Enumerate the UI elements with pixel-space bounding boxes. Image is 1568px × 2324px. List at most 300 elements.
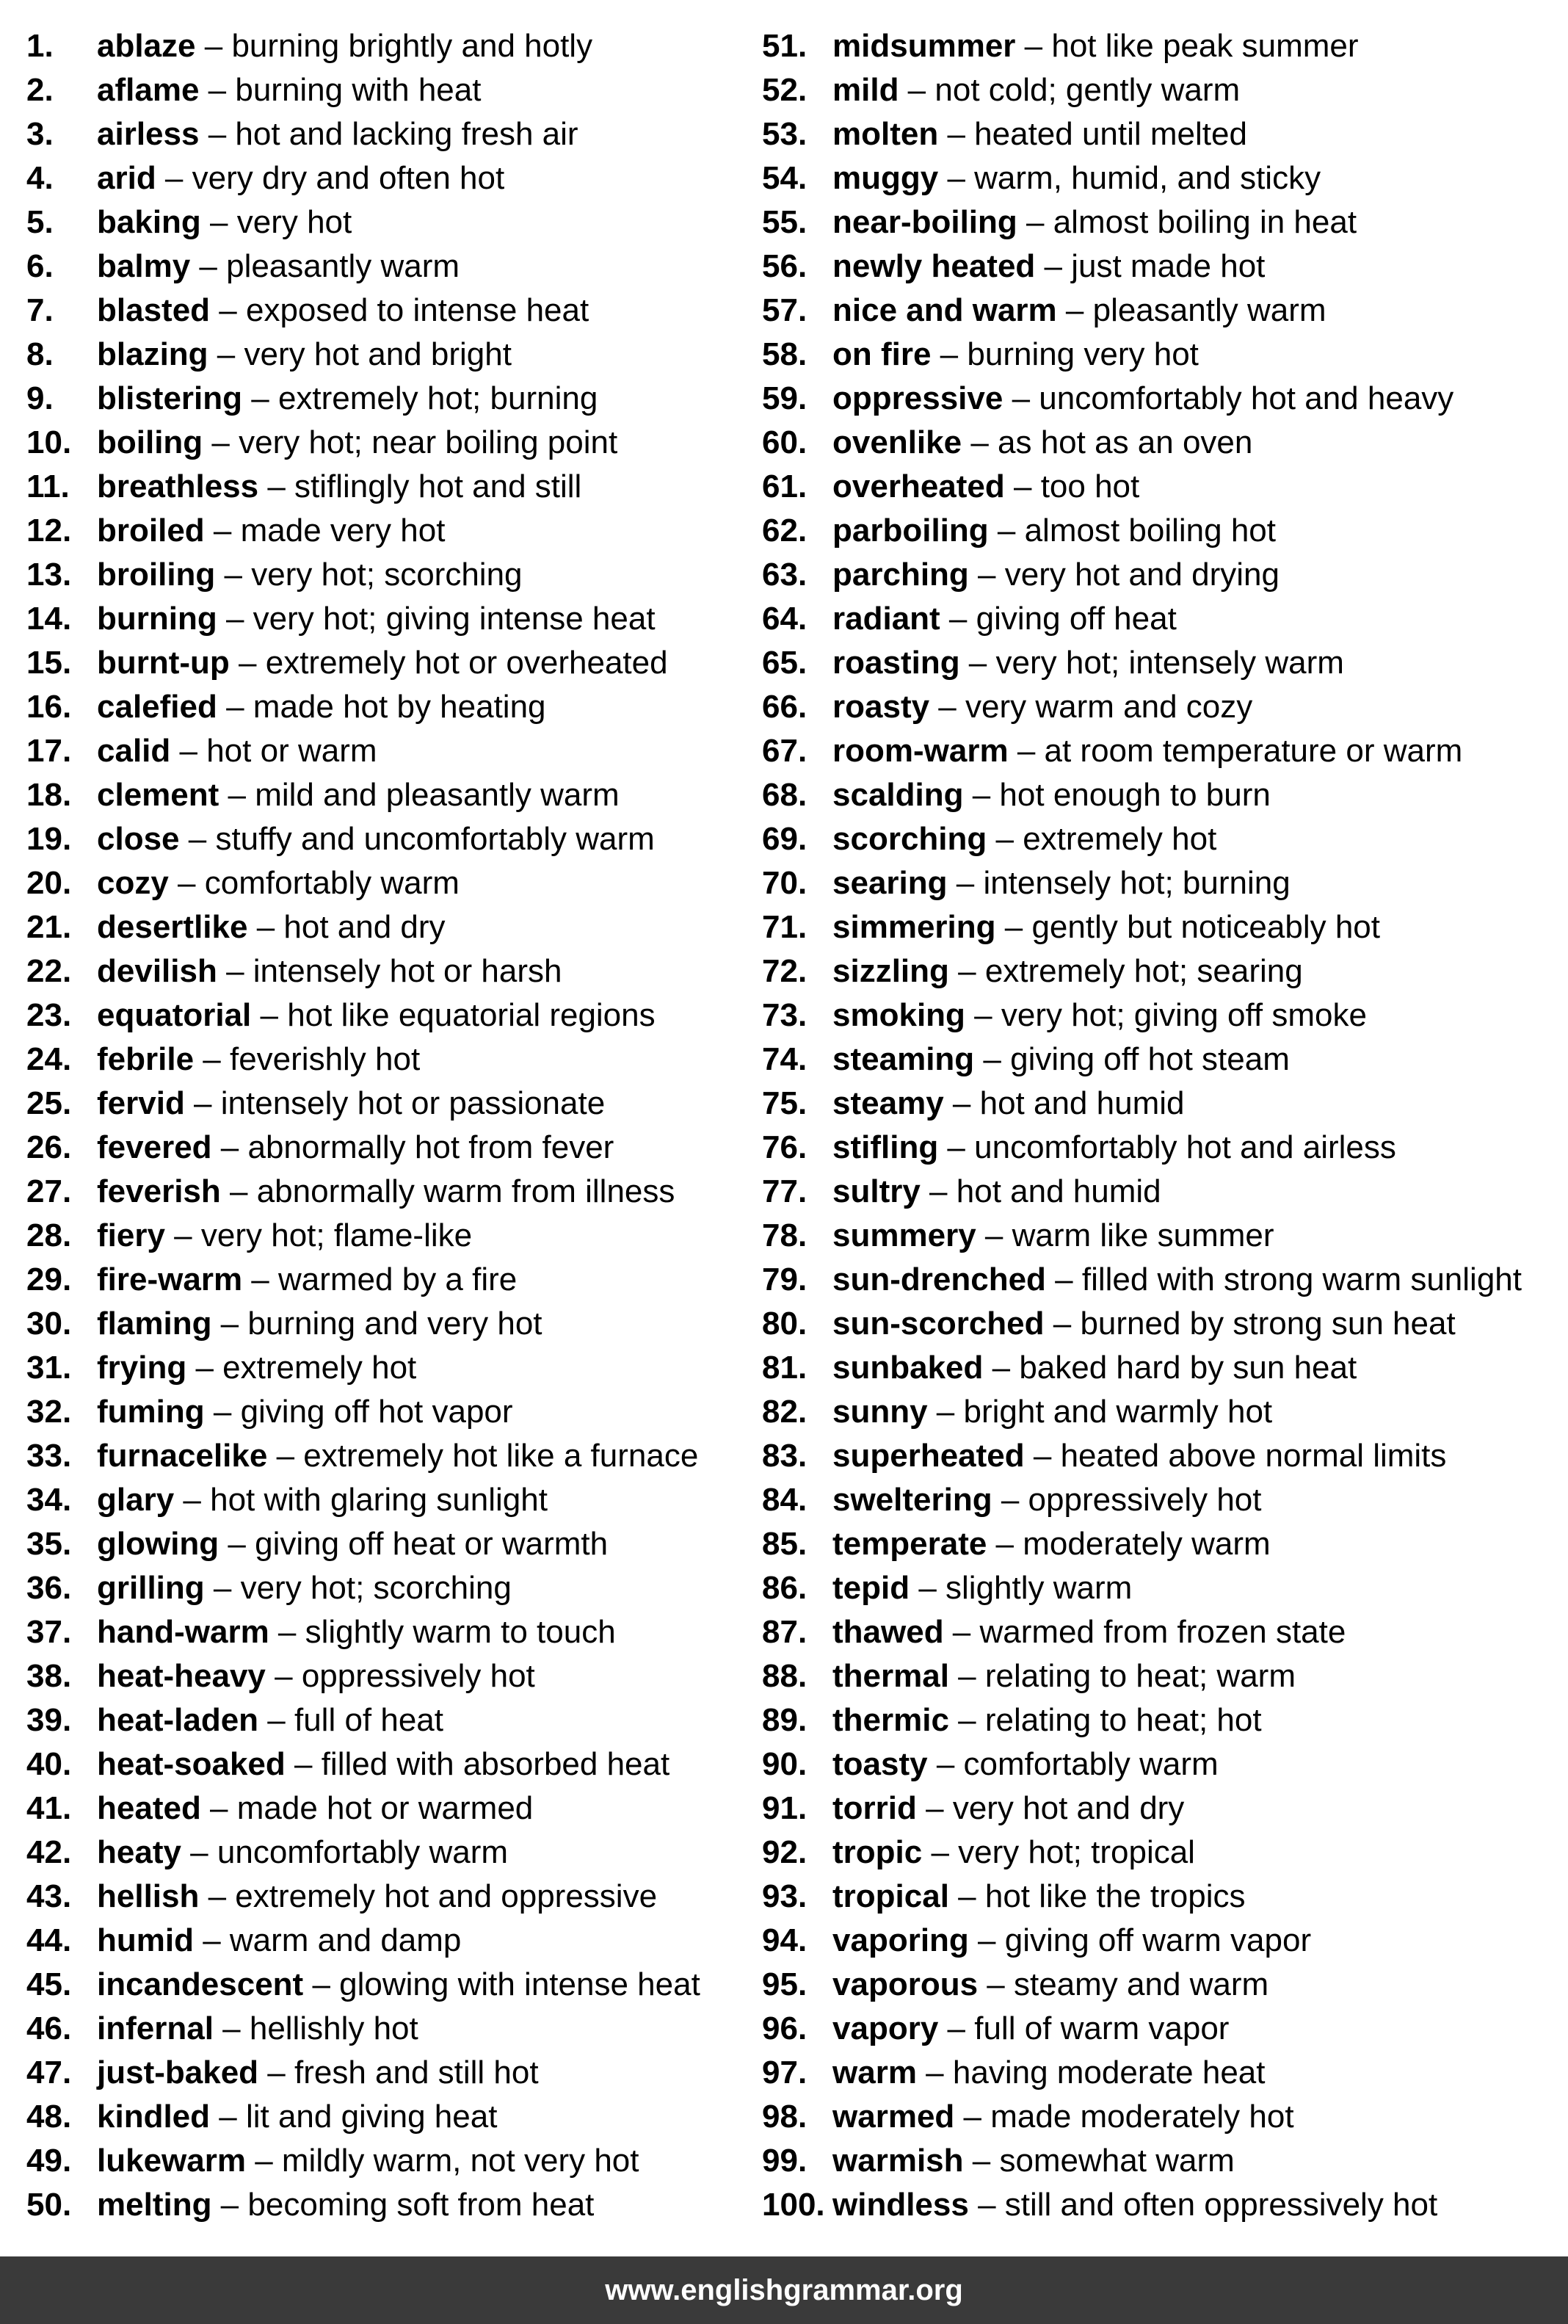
item-word: heat-laden: [97, 1702, 259, 1738]
item-word: fiery: [97, 1217, 165, 1253]
item-number: 43.: [26, 1878, 72, 1914]
item-text: [97, 24, 592, 68]
item-number: 56.: [762, 248, 807, 284]
item-definition: full of heat: [294, 1702, 443, 1738]
item-word: heated: [97, 1790, 201, 1826]
item-word: frying: [97, 1350, 187, 1386]
item-text: [97, 641, 668, 685]
item-word: parching: [832, 557, 969, 593]
item-separator: –: [164, 1217, 201, 1253]
item-word: equatorial: [97, 997, 252, 1033]
item-separator: –: [959, 645, 996, 681]
item-definition: stuffy and uncomfortably warm: [215, 821, 655, 857]
item-number: 39.: [26, 1702, 72, 1738]
item-separator: –: [963, 777, 1000, 813]
item-definition: made hot by heating: [253, 689, 546, 725]
item-word: glowing: [97, 1526, 219, 1562]
item-text: [97, 817, 655, 861]
item-definition: somewhat warm: [999, 2143, 1235, 2179]
item-number: 98.: [762, 2099, 807, 2135]
item-definition: warm, humid, and sticky: [974, 160, 1321, 196]
item-word: ablaze: [97, 28, 196, 64]
item-text: [832, 817, 1216, 861]
item-definition: very hot; near boiling point: [239, 424, 618, 460]
item-word: glary: [97, 1482, 175, 1518]
item-separator: –: [927, 1746, 964, 1782]
item-number: 80.: [762, 1306, 807, 1342]
item-word: febrile: [97, 1041, 195, 1077]
item-definition: uncomfortably warm: [217, 1834, 509, 1870]
item-number: 16.: [26, 689, 72, 725]
item-text: [97, 377, 598, 421]
item-number: 77.: [762, 1173, 807, 1209]
item-text: [832, 200, 1357, 245]
item-definition: hot like peak summer: [1051, 28, 1359, 64]
item-text: [832, 2183, 1437, 2227]
item-text: [97, 1566, 512, 1610]
item-number: 4.: [26, 160, 54, 196]
item-number: 15.: [26, 645, 72, 681]
item-text: [97, 597, 656, 641]
item-definition: stiflingly hot and still: [294, 468, 582, 504]
item-number: 32.: [26, 1394, 72, 1430]
item-separator: –: [181, 1834, 217, 1870]
item-text: [97, 1963, 700, 2007]
item-definition: burning and very hot: [247, 1306, 542, 1342]
item-definition: slightly warm to touch: [305, 1614, 616, 1650]
item-separator: –: [992, 1482, 1028, 1518]
item-number: 71.: [762, 909, 807, 945]
item-number: 6.: [26, 248, 54, 284]
item-text: [97, 289, 589, 333]
item-definition: still and often oppressively hot: [1004, 2187, 1438, 2223]
item-number: 31.: [26, 1350, 72, 1386]
item-separator: –: [258, 2055, 294, 2090]
item-number: 35.: [26, 1526, 72, 1562]
item-definition: hot or warm: [206, 733, 377, 769]
item-word: steaming: [832, 1041, 975, 1077]
item-text: [832, 245, 1265, 289]
item-number: 25.: [26, 1085, 72, 1121]
item-definition: very dry and often hot: [192, 160, 505, 196]
item-separator: –: [983, 1350, 1020, 1386]
item-separator: –: [190, 248, 227, 284]
item-definition: feverishly hot: [229, 1041, 421, 1077]
item-text: [832, 1214, 1274, 1258]
item-separator: –: [208, 336, 244, 372]
item-text: [97, 245, 460, 289]
item-definition: pleasantly warm: [226, 248, 460, 284]
item-word: vaporing: [832, 1922, 969, 1958]
item-separator: –: [193, 1922, 230, 1958]
item-word: muggy: [832, 160, 939, 196]
item-separator: –: [910, 1570, 946, 1606]
item-word: breathless: [97, 468, 259, 504]
item-separator: –: [965, 997, 1001, 1033]
item-word: fervid: [97, 1085, 185, 1121]
item-text: [832, 773, 1271, 817]
item-text: [832, 1302, 1456, 1346]
item-text: [97, 2007, 418, 2051]
item-number: 8.: [26, 336, 54, 372]
item-text: [97, 1919, 461, 1963]
item-separator: –: [948, 1878, 985, 1914]
item-text: [97, 729, 377, 773]
item-number: 69.: [762, 821, 807, 857]
item-definition: very hot; giving off smoke: [1001, 997, 1367, 1033]
item-word: simmering: [832, 909, 996, 945]
item-text: [832, 421, 1252, 465]
item-separator: –: [195, 28, 232, 64]
item-word: broiled: [97, 513, 205, 549]
item-number: 87.: [762, 1614, 807, 1650]
item-word: radiant: [832, 601, 940, 637]
item-separator: –: [922, 1834, 959, 1870]
item-separator: –: [245, 2143, 282, 2179]
item-number: 18.: [26, 777, 72, 813]
item-separator: –: [265, 1658, 302, 1694]
item-definition: glowing with intense heat: [339, 1966, 700, 2002]
item-separator: –: [1015, 28, 1052, 64]
item-text: [97, 1126, 614, 1170]
item-definition: filled with strong warm sunlight: [1081, 1261, 1522, 1297]
item-number: 21.: [26, 909, 72, 945]
item-definition: almost boiling hot: [1024, 513, 1276, 549]
item-separator: –: [217, 953, 253, 989]
item-word: midsummer: [832, 28, 1016, 64]
item-definition: too hot: [1040, 468, 1140, 504]
website-url: www.englishgrammar.org: [605, 2273, 963, 2306]
item-separator: –: [174, 1482, 211, 1518]
item-word: lukewarm: [97, 2143, 246, 2179]
item-number: 90.: [762, 1746, 807, 1782]
item-separator: –: [247, 909, 284, 945]
item-definition: extremely hot: [222, 1350, 417, 1386]
item-text: [97, 1038, 420, 1082]
item-number: 17.: [26, 733, 72, 769]
item-word: tepid: [832, 1570, 910, 1606]
item-word: fire-warm: [97, 1261, 243, 1297]
item-number: 64.: [762, 601, 807, 637]
item-separator: –: [211, 1129, 248, 1165]
item-separator: –: [258, 1702, 294, 1738]
item-number: 5.: [26, 204, 54, 240]
item-number: 94.: [762, 1922, 807, 1958]
item-number: 48.: [26, 2099, 72, 2135]
item-text: [97, 685, 546, 729]
item-text: [97, 1654, 535, 1698]
item-definition: warmed from frozen state: [979, 1614, 1346, 1650]
item-number: 93.: [762, 1878, 807, 1914]
item-text: [97, 1831, 508, 1875]
item-number: 83.: [762, 1438, 807, 1474]
item-word: sunny: [832, 1394, 928, 1430]
item-text: [97, 2095, 497, 2139]
item-number: 70.: [762, 865, 807, 901]
item-number: 62.: [762, 513, 807, 549]
item-word: ovenlike: [832, 424, 962, 460]
item-definition: burning very hot: [967, 336, 1199, 372]
item-text: [97, 465, 581, 509]
item-text: [832, 509, 1276, 553]
item-text: [97, 1390, 513, 1434]
item-word: burning: [97, 601, 217, 637]
item-word: fuming: [97, 1394, 205, 1430]
item-word: scalding: [832, 777, 964, 813]
item-word: vapory: [832, 2010, 939, 2046]
item-separator: –: [987, 1526, 1023, 1562]
item-text: [832, 1126, 1396, 1170]
item-word: devilish: [97, 953, 217, 989]
item-word: calid: [97, 733, 171, 769]
item-definition: hot and dry: [283, 909, 446, 945]
item-word: blazing: [97, 336, 208, 372]
item-word: roasting: [832, 645, 960, 681]
item-separator: –: [303, 1966, 340, 2002]
item-separator: –: [938, 160, 975, 196]
item-definition: moderately warm: [1023, 1526, 1271, 1562]
item-word: sultry: [832, 1173, 921, 1209]
item-separator: –: [927, 1394, 964, 1430]
item-text: [97, 333, 512, 377]
item-number: 61.: [762, 468, 807, 504]
item-number: 10.: [26, 424, 72, 460]
item-number: 44.: [26, 1922, 72, 1958]
item-text: [832, 1258, 1522, 1302]
item-definition: giving off hot vapor: [240, 1394, 513, 1430]
item-word: on fire: [832, 336, 932, 372]
item-word: thermic: [832, 1702, 949, 1738]
item-definition: hot with glaring sunlight: [210, 1482, 548, 1518]
item-word: sweltering: [832, 1482, 992, 1518]
item-number: 52.: [762, 72, 807, 108]
item-number: 7.: [26, 292, 54, 328]
item-word: scorching: [832, 821, 987, 857]
item-text: [97, 2051, 539, 2095]
item-text: [832, 1698, 1262, 1742]
item-number: 84.: [762, 1482, 807, 1518]
item-separator: –: [269, 1614, 305, 1650]
item-separator: –: [968, 557, 1005, 593]
item-word: hellish: [97, 1878, 200, 1914]
item-text: [832, 641, 1344, 685]
item-definition: very hot and dry: [952, 1790, 1185, 1826]
item-text: [97, 156, 504, 200]
item-word: arid: [97, 160, 156, 196]
item-separator: –: [168, 865, 205, 901]
item-separator: –: [170, 733, 207, 769]
item-definition: slightly warm: [945, 1570, 1133, 1606]
item-number: 49.: [26, 2143, 72, 2179]
item-number: 34.: [26, 1482, 72, 1518]
item-number: 36.: [26, 1570, 72, 1606]
item-definition: fresh and still hot: [294, 2055, 539, 2090]
item-number: 22.: [26, 953, 72, 989]
item-word: warmish: [832, 2143, 964, 2179]
item-definition: hot and lacking fresh air: [235, 116, 578, 152]
item-number: 23.: [26, 997, 72, 1033]
item-text: [97, 1346, 416, 1390]
item-number: 24.: [26, 1041, 72, 1077]
item-number: 13.: [26, 557, 72, 593]
item-text: [97, 1082, 605, 1126]
item-text: [832, 905, 1380, 949]
item-text: [97, 1302, 542, 1346]
item-number: 88.: [762, 1658, 807, 1694]
item-word: stifling: [832, 1129, 939, 1165]
item-definition: mild and pleasantly warm: [255, 777, 620, 813]
item-definition: hot and humid: [979, 1085, 1185, 1121]
item-number: 75.: [762, 1085, 807, 1121]
item-word: kindled: [97, 2099, 211, 2135]
item-number: 73.: [762, 997, 807, 1033]
item-number: 67.: [762, 733, 807, 769]
item-definition: having moderate heat: [952, 2055, 1266, 2090]
item-separator: –: [916, 2055, 953, 2090]
item-definition: extremely hot or overheated: [265, 645, 668, 681]
item-text: [832, 949, 1303, 993]
item-definition: mildly warm, not very hot: [281, 2143, 639, 2179]
item-number: 58.: [762, 336, 807, 372]
item-definition: very hot and bright: [244, 336, 512, 372]
item-number: 91.: [762, 1790, 807, 1826]
item-definition: lit and giving heat: [245, 2099, 498, 2135]
item-definition: extremely hot: [1023, 821, 1217, 857]
item-separator: –: [1004, 468, 1041, 504]
item-separator: –: [204, 513, 241, 549]
item-text: [832, 1566, 1132, 1610]
item-number: 30.: [26, 1306, 72, 1342]
item-separator: –: [285, 1746, 322, 1782]
item-number: 76.: [762, 1129, 807, 1165]
item-definition: relating to heat; hot: [984, 1702, 1262, 1738]
item-definition: heated above normal limits: [1060, 1438, 1447, 1474]
item-separator: –: [204, 1570, 241, 1606]
item-separator: –: [217, 689, 253, 725]
item-text: [832, 289, 1326, 333]
item-word: searing: [832, 865, 948, 901]
item-number: 72.: [762, 953, 807, 989]
item-number: 85.: [762, 1526, 807, 1562]
item-number: 26.: [26, 1129, 72, 1165]
item-text: [832, 685, 1252, 729]
item-definition: very hot and drying: [1004, 557, 1280, 593]
item-text: [832, 2095, 1294, 2139]
item-separator: –: [210, 2099, 246, 2135]
item-definition: very hot; scorching: [251, 557, 523, 593]
item-definition: filled with absorbed heat: [321, 1746, 670, 1782]
item-text: [832, 1787, 1184, 1831]
item-word: burnt-up: [97, 645, 230, 681]
item-definition: hot like the tropics: [984, 1878, 1246, 1914]
item-definition: heated until melted: [974, 116, 1247, 152]
item-separator: –: [931, 336, 968, 372]
item-word: airless: [97, 116, 200, 152]
item-definition: abnormally warm from illness: [256, 1173, 675, 1209]
item-text: [97, 1258, 517, 1302]
item-text: [832, 1082, 1184, 1126]
item-word: flaming: [97, 1306, 212, 1342]
item-word: blistering: [97, 380, 243, 416]
item-number: 50.: [26, 2187, 72, 2223]
item-definition: hellishly hot: [249, 2010, 418, 2046]
item-number: 3.: [26, 116, 54, 152]
item-text: [832, 1434, 1446, 1478]
item-separator: –: [219, 1526, 255, 1562]
item-definition: pleasantly warm: [1092, 292, 1326, 328]
item-word: incandescent: [97, 1966, 304, 2002]
item-text: [832, 1478, 1262, 1522]
item-separator: –: [995, 909, 1032, 945]
item-definition: baked hard by sun heat: [1019, 1350, 1357, 1386]
item-definition: very hot; scorching: [240, 1570, 512, 1606]
item-number: 14.: [26, 601, 72, 637]
item-text: [97, 993, 656, 1038]
item-definition: comfortably warm: [204, 865, 460, 901]
item-word: hand-warm: [97, 1614, 269, 1650]
item-text: [832, 1742, 1219, 1787]
item-text: [832, 1610, 1346, 1654]
item-text: [97, 861, 460, 905]
item-word: overheated: [832, 468, 1005, 504]
item-word: melting: [97, 2187, 212, 2223]
item-definition: comfortably warm: [963, 1746, 1219, 1782]
item-word: boiling: [97, 424, 203, 460]
item-text: [832, 1831, 1195, 1875]
item-definition: intensely hot or harsh: [253, 953, 562, 989]
item-number: 74.: [762, 1041, 807, 1077]
item-separator: –: [1017, 204, 1053, 240]
item-number: 59.: [762, 380, 807, 416]
item-separator: –: [211, 2187, 248, 2223]
item-word: blasted: [97, 292, 211, 328]
item-definition: extremely hot like a furnace: [303, 1438, 699, 1474]
item-word: oppressive: [832, 380, 1003, 416]
item-separator: –: [204, 1394, 241, 1430]
item-word: just-baked: [97, 2055, 259, 2090]
item-definition: relating to heat; warm: [984, 1658, 1296, 1694]
item-word: thermal: [832, 1658, 949, 1694]
item-text: [97, 949, 562, 993]
item-separator: –: [199, 116, 236, 152]
item-definition: very hot; tropical: [958, 1834, 1195, 1870]
item-definition: intensely hot or passionate: [220, 1085, 606, 1121]
item-text: [97, 421, 617, 465]
item-definition: very warm and cozy: [965, 689, 1253, 725]
item-text: [832, 156, 1321, 200]
item-separator: –: [194, 1041, 230, 1077]
item-word: tropic: [832, 1834, 923, 1870]
item-separator: –: [251, 997, 288, 1033]
item-number: 99.: [762, 2143, 807, 2179]
item-word: humid: [97, 1922, 194, 1958]
item-text: [97, 1170, 675, 1214]
item-separator: –: [242, 380, 278, 416]
item-word: tropical: [832, 1878, 949, 1914]
item-definition: almost boiling in heat: [1053, 204, 1357, 240]
item-text: [97, 1698, 443, 1742]
item-definition: extremely hot; searing: [984, 953, 1303, 989]
item-number: 51.: [762, 28, 807, 64]
item-text: [97, 1522, 608, 1566]
item-separator: –: [267, 1438, 304, 1474]
item-number: 63.: [762, 557, 807, 593]
item-separator: –: [968, 2187, 1005, 2223]
item-separator: –: [943, 1085, 980, 1121]
item-text: [97, 905, 446, 949]
item-number: 19.: [26, 821, 72, 857]
item-definition: uncomfortably hot and heavy: [1039, 380, 1454, 416]
